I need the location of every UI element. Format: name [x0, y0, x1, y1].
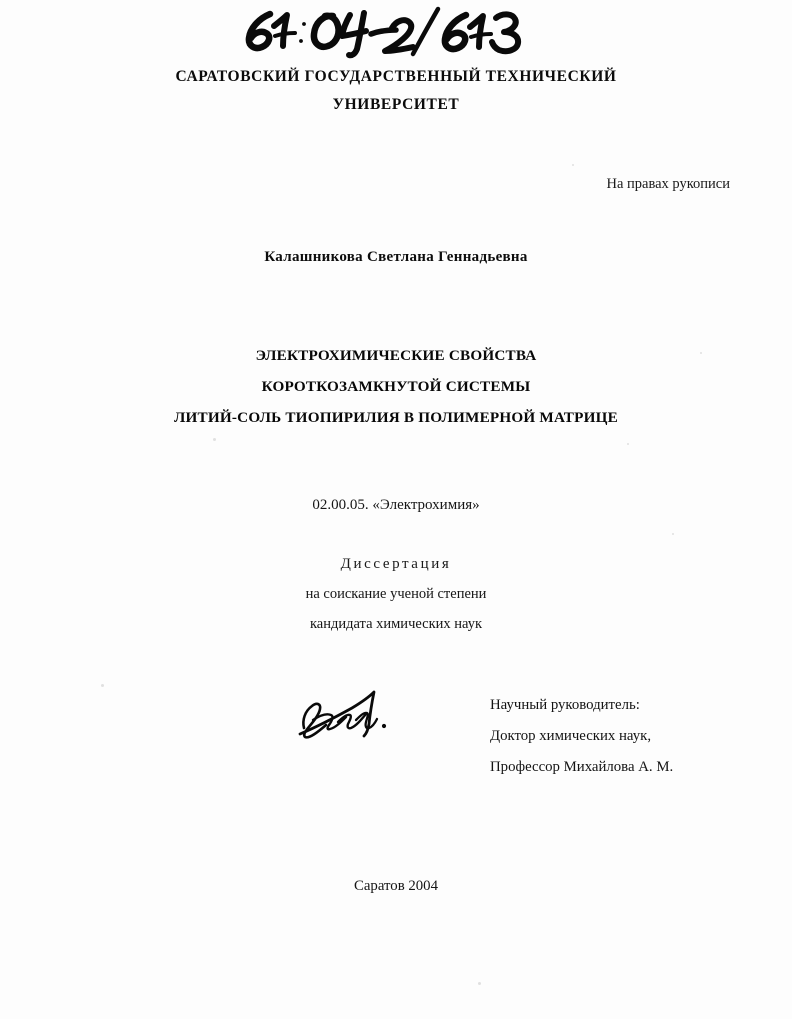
supervisor-degree: Доктор химических наук,	[490, 728, 652, 744]
title-line-2: КОРОТКОЗАМКНУТОЙ СИСТЕМЫ	[261, 378, 531, 395]
supervisor-signature-handwritten	[296, 684, 400, 742]
document-type: Диссертация	[340, 556, 452, 572]
scan-speckle	[700, 352, 702, 354]
scan-speckle	[478, 982, 481, 985]
organization-line-2: УНИВЕРСИТЕТ	[332, 96, 460, 113]
title-line-1: ЭЛЕКТРОХИМИЧЕСКИЕ СВОЙСТВА	[255, 347, 537, 364]
archive-number-handwritten	[238, 2, 528, 60]
scan-speckle	[572, 164, 574, 166]
specialty-code: 02.00.05. «Электрохимия»	[312, 497, 480, 513]
supervisor-block	[490, 690, 673, 783]
scan-speckle	[213, 438, 216, 441]
scan-speckle	[627, 443, 629, 445]
manuscript-rights-note: На правах рукописи	[606, 176, 730, 192]
author-name: Калашникова Светлана Геннадьевна	[264, 249, 528, 265]
organization-line-1: САРАТОВСКИЙ ГОСУДАРСТВЕННЫЙ ТЕХНИЧЕСКИЙ	[175, 68, 617, 85]
supervisor-label: Научный руководитель:	[490, 697, 640, 713]
scan-speckle	[101, 684, 104, 687]
place-and-year: Саратов 2004	[354, 878, 438, 894]
supervisor-name: Профессор Михайлова А. М.	[490, 759, 674, 775]
scan-speckle	[672, 533, 674, 535]
title-line-3: ЛИТИЙ-СОЛЬ ТИОПИРИЛИЯ В ПОЛИМЕРНОЙ МАТРИЦЕ	[174, 409, 618, 426]
degree-line-1: на соискание ученой степени	[305, 586, 487, 602]
degree-line-2: кандидата химических наук	[309, 616, 483, 632]
